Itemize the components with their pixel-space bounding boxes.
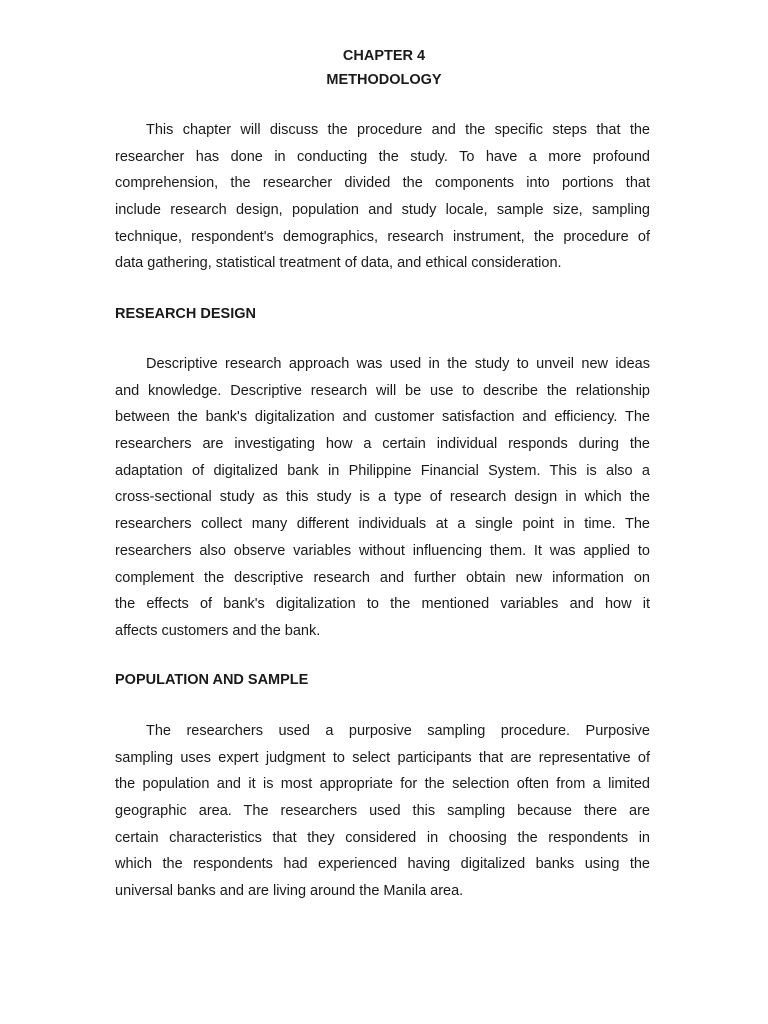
population-sample-heading: POPULATION AND SAMPLE bbox=[115, 672, 309, 688]
paragraph-line: the effects of bank's digitalization to the mentioned variables and how it bbox=[115, 596, 650, 613]
paragraph-line: the population and it is most appropriate for the selection often from a limited bbox=[115, 776, 650, 793]
paragraph-line: Descriptive research approach was used in the study to unveil new ideas bbox=[146, 356, 650, 372]
paragraph-line: between the bank's digitalization and customer satisfaction and efficiency. The bbox=[115, 409, 650, 426]
paragraph-line: The researchers used a purposive sampling procedure. Purposive bbox=[146, 723, 650, 739]
paragraph-line: comprehension, the researcher divided the components into portions that bbox=[115, 175, 650, 192]
paragraph-line: affects customers and the bank. bbox=[115, 622, 321, 639]
paragraph-line: and knowledge. Descriptive research will be use to describe the relationship bbox=[115, 382, 650, 399]
research-design-paragraph bbox=[115, 355, 650, 649]
paragraph-line: certain characteristics that they considered in choosing the respondents in bbox=[115, 829, 650, 846]
paragraph-line: researchers are investigating how a certain individual responds during the bbox=[115, 436, 650, 453]
paragraph-line: complement the descriptive research and further obtain new information on bbox=[115, 569, 650, 586]
paragraph-line: technique, respondent's demographics, research instrument, the procedure of bbox=[115, 228, 650, 245]
paragraph-line: adaptation of digitalized bank in Philippine Financial System. This is also a bbox=[115, 462, 650, 479]
paragraph-line: include research design, population and study locale, sample size, sampling bbox=[115, 202, 650, 219]
paragraph-line: researchers also observe variables without influencing them. It was applied to bbox=[115, 542, 650, 559]
paragraph-line: sampling uses expert judgment to select participants that are representative of bbox=[115, 749, 650, 766]
paragraph-line: researcher has done in conducting the study. To have a more profound bbox=[115, 148, 650, 165]
paragraph-line: This chapter will discuss the procedure and the specific steps that the bbox=[146, 122, 650, 138]
chapter-title: METHODOLOGY bbox=[326, 72, 442, 88]
paragraph-line: geographic area. The researchers used this sampling because there are bbox=[115, 803, 650, 820]
population-sample-paragraph bbox=[115, 722, 650, 909]
intro-paragraph bbox=[115, 121, 650, 281]
paragraph-line: which the respondents had experienced having digitalized banks using the bbox=[115, 856, 650, 873]
research-design-heading: RESEARCH DESIGN bbox=[115, 306, 256, 322]
paragraph-line: cross-sectional study as this study is a type of research design in which the bbox=[115, 489, 650, 506]
chapter-number: CHAPTER 4 bbox=[342, 48, 426, 64]
paragraph-line: data gathering, statistical treatment of data, and ethical consideration. bbox=[115, 255, 562, 272]
paragraph-line: universal banks and are living around the Manila area. bbox=[115, 883, 464, 900]
paragraph-line: researchers collect many different individuals at a single point in time. The bbox=[115, 516, 650, 533]
